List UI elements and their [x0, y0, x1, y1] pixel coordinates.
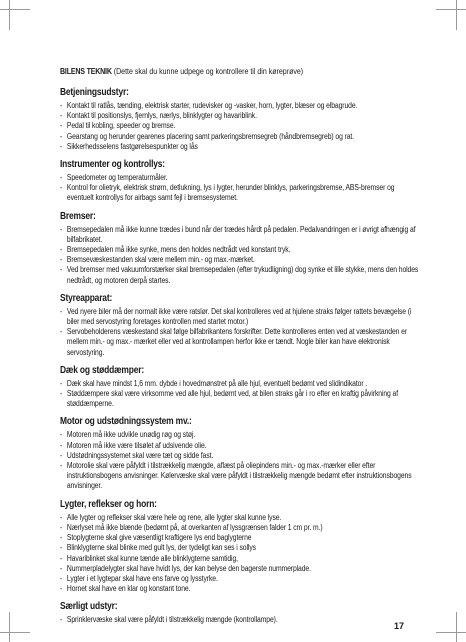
section-heading: Motor og udstødningssystem mv.: [60, 416, 192, 428]
crop-mark [9, 0, 10, 30]
section-list [60, 513, 419, 595]
section-list [60, 101, 419, 152]
list-item: - Motorolie skal være påfyldt i tilstrækkelig mængde, aflæst på oliepindens min.- og max.-mærker eller efter instruktionsbogens anvisninger. Kølervæske skal være påfyldt i tilstrækkelig mængde bedømt efter instruktionsbogens anvisninger. [60, 461, 419, 492]
list-item: - Kontrol for olietryk, elektrisk strøm, detlukning, lys i lygter, herunder blinklys, parkeringsbremse, ABS-bremser og eventuelt kontrollys for airbags samt fejl i bremsesystemet. [60, 183, 419, 203]
list-item: - Speedometer og temperaturmåler. [60, 173, 419, 183]
section [60, 87, 419, 152]
section-heading: Instrumenter og kontrollys: [60, 159, 165, 171]
section [60, 211, 419, 286]
list-item: - Servobeholderens væskestand skal følge bilfabrikantens forskrifter. Dette kontrolleres enten ved at væskestanden er mellem min.- og max.- mærket eller ved at kontrollampen herfor ikke er tændt. Nogle biler kan have elektronisk servostyring. [60, 327, 419, 358]
list-item: - Havariblinket skal kunne tænde alle blinklygterne samtidig, [60, 554, 419, 564]
list-item: - Ved bremser med vakuumforstærker skal bremsepedalen (efter trykudligning) dog synke et lille stykke, mens den holdes nedtrådt, og motoren derpå startes. [60, 265, 419, 285]
crop-mark [9, 612, 10, 642]
title-note: (Dette skal du kunne udpege og kontrollere til din køreprøve) [113, 67, 304, 76]
section-heading: Betjeningsudstyr: [60, 87, 129, 98]
list-item: - Bremsepedalen må ikke kunne trædes i bund når der trædes hårdt på pedalen. Pedalvandringen er i øvrigt afhængig af bilfabrikatet. [60, 225, 419, 245]
section-heading: Dæk og støddæmper: [60, 364, 144, 376]
list-item: - Støddæmpere skal være virksomme ved alle hjul, bedømt ved, at bilen straks går i ro efter en kraftig påvirkning af støddæmperne. [60, 389, 419, 409]
section [60, 601, 419, 625]
crop-mark [436, 9, 466, 10]
list-item: - Sikkerhedsselens fastgørelsespunkter og lås [60, 142, 419, 152]
sections-container [60, 87, 419, 626]
list-item: - Hornet skal have en klar og konstant tone. [60, 584, 419, 594]
section-list [60, 379, 419, 410]
crop-mark [456, 612, 457, 642]
list-item: - Udstødningssystemet skal være tæt og sidde fast. [60, 451, 419, 461]
section [60, 499, 419, 595]
list-item: - Bremsepedalen må ikke synke, mens den holdes nedtrådt ved konstant tryk. [60, 245, 419, 255]
crop-mark [456, 0, 457, 30]
list-item: - Stoplygterne skal give væsentligt kraftigere lys end baglygterne [60, 533, 419, 543]
title-heading: BILENS TEKNIK [60, 67, 112, 76]
list-item: - Motoren må ikke være tilsølet af udsivende olie. [60, 441, 419, 451]
section-heading: Lygter, reflekser og horn: [60, 498, 157, 510]
crop-mark [0, 9, 30, 10]
crop-mark [436, 632, 466, 633]
page-number: 17 [394, 621, 405, 631]
list-item: - Pedal til kobling, speeder og bremse. [60, 121, 419, 131]
page-title [60, 66, 419, 77]
section [60, 416, 419, 491]
section-list [60, 225, 419, 286]
list-item: - Nummerpladelygter skal have hvidt lys, der kan belyse den bagerste nummerplade. [60, 564, 419, 574]
list-item: - Dæk skal have mindst 1,6 mm. dybde i hovedmønstret på alle hjul, eventuelt bedømt ved slidindikator . [60, 379, 419, 389]
list-item: - Kontakt til positionslys, fjernlys, nærlys, blinklygter og havariblink. [60, 111, 419, 121]
list-item: - Bremsevæskestanden skal være mellem min.- og max.-mærket. [60, 255, 419, 265]
section-heading: Styreapparat: [60, 292, 113, 304]
section [60, 159, 419, 204]
list-item: - Motoren må ikke udvikle unødig røg og støj. [60, 430, 419, 440]
section [60, 365, 419, 410]
list-item: - Blinklygterne skal blinke med gult lys, der tydeligt kan ses i sollys [60, 543, 419, 553]
list-item: - Gearstang og herunder gearenes placering samt parkeringsbremsegreb (håndbremsegreb) og rat. [60, 132, 419, 142]
section-list [60, 430, 419, 491]
section-list [60, 615, 419, 625]
section-list [60, 307, 419, 358]
list-item: - Nærlyset må ikke blænde (bedømt på, at overkanten af lyssgrænsen falder 1 cm pr. m.) [60, 523, 419, 533]
section-list [60, 173, 419, 204]
crop-mark [0, 632, 30, 633]
section-heading: Bremser: [60, 210, 96, 222]
section [60, 293, 419, 358]
list-item: - Sprinklervæske skal være påfyldt i tilstrækkelig mængde (kontrollampe). [60, 615, 419, 625]
list-item: - Alle lygter og reflekser skal være hele og rene, alle lygter skal kunne lyse. [60, 513, 419, 523]
list-item: - Kontakt til ratlås, tænding, elektrisk starter, rudevisker og -vasker, horn, lygter, blæser og elbagrude. [60, 101, 419, 111]
list-item: - Lygter i et lygtepar skal have ens farve og lysstyrke. [60, 574, 419, 584]
list-item: - Ved nyere biler må der normalt ikke være ratslør. Det skal kontrolleres ved at hjulene straks følger rattets bevægelse (i biler med servostyring foretages kontrollen med startet motor.) [60, 307, 419, 327]
section-heading: Særligt udstyr: [60, 601, 118, 613]
